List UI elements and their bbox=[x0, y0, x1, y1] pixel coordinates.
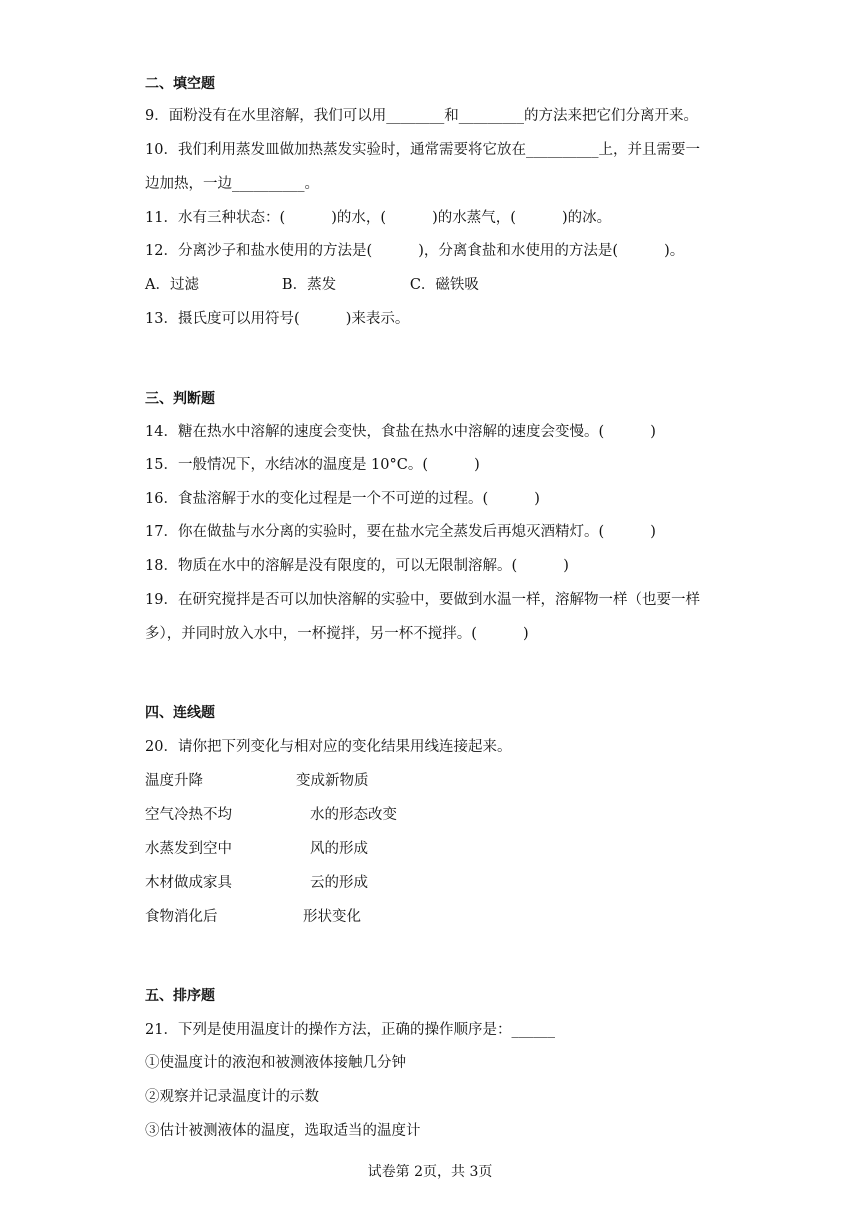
order-step-1: ①使温度计的液泡和被测液体接触几分钟 bbox=[145, 1055, 406, 1071]
question-20: 20．请你把下列变化与相对应的变化结果用线连接起来。 bbox=[145, 739, 512, 755]
match-left-item: 木材做成家具 bbox=[145, 875, 232, 891]
question-12-options: A．过滤 B．蒸发 C．磁铁吸 bbox=[145, 277, 479, 293]
section-heading-order: 五、排序题 bbox=[145, 988, 215, 1004]
question-15: 15．一般情况下，水结冰的温度是 10°C。( ) bbox=[145, 457, 480, 473]
question-17: 17．你在做盐与水分离的实验时，要在盐水完全蒸发后再熄灭酒精灯。( ) bbox=[145, 524, 656, 540]
question-9: 9．面粉没有在水里溶解，我们可以用________和_________的方法来把它们分离开来。 bbox=[145, 108, 698, 124]
order-step-3: ③估计被测液体的温度，选取适当的温度计 bbox=[145, 1123, 421, 1139]
match-left-item: 温度升降 bbox=[145, 773, 203, 789]
match-right-item: 变成新物质 bbox=[296, 773, 369, 789]
match-right-item: 水的形态改变 bbox=[310, 807, 397, 823]
match-right-item: 形状变化 bbox=[303, 909, 361, 925]
question-11: 11．水有三种状态：( )的水，( )的水蒸气，( )的冰。 bbox=[145, 210, 612, 226]
match-right-item: 云的形成 bbox=[310, 875, 368, 891]
section-heading-match: 四、连线题 bbox=[145, 705, 215, 721]
question-19-line-2: 多），并同时放入水中，一杯搅拌，另一杯不搅拌。( ) bbox=[145, 626, 529, 642]
question-19-line-1: 19．在研究搅拌是否可以加快溶解的实验中，要做到水温一样，溶解物一样（也要一样 bbox=[145, 592, 700, 608]
question-14: 14．糖在热水中溶解的速度会变快，食盐在热水中溶解的速度会变慢。( ) bbox=[145, 424, 656, 440]
order-step-2: ②观察并记录温度计的示数 bbox=[145, 1089, 319, 1105]
match-right-item: 风的形成 bbox=[310, 841, 368, 857]
question-18: 18．物质在水中的溶解是没有限度的，可以无限制溶解。( ) bbox=[145, 558, 569, 574]
question-10-line-2: 边加热，一边__________。 bbox=[145, 176, 319, 192]
match-left-item: 食物消化后 bbox=[145, 909, 218, 925]
question-13: 13．摄氏度可以用符号( )来表示。 bbox=[145, 311, 410, 327]
match-left-item: 空气冷热不均 bbox=[145, 807, 232, 823]
question-12: 12．分离沙子和盐水使用的方法是( )，分离食盐和水使用的方法是( )。 bbox=[145, 243, 685, 259]
section-heading-fill: 二、填空题 bbox=[145, 76, 215, 92]
question-10-line-1: 10．我们利用蒸发皿做加热蒸发实验时，通常需要将它放在__________上，并且需要一 bbox=[145, 142, 700, 158]
question-21: 21．下列是使用温度计的操作方法，正确的操作顺序是：______ bbox=[145, 1022, 555, 1038]
question-16: 16．食盐溶解于水的变化过程是一个不可逆的过程。( ) bbox=[145, 491, 540, 507]
section-heading-judge: 三、判断题 bbox=[145, 391, 215, 407]
match-left-item: 水蒸发到空中 bbox=[145, 841, 232, 857]
page-footer: 试卷第 2页，共 3页 bbox=[367, 1164, 493, 1180]
